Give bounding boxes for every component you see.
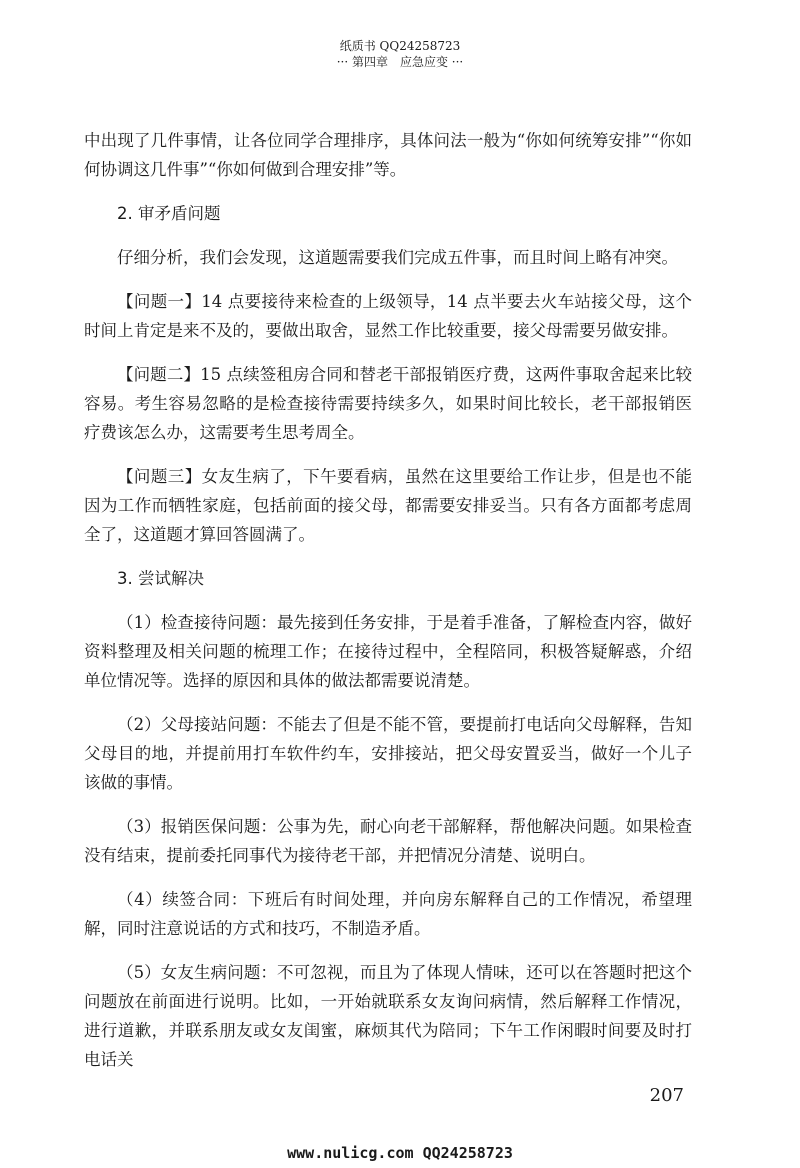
paragraph-continuation: 中出现了几件事情，让各位同学合理排序，具体问法一般为“你如何统筹安排”“你如何协调这几件事”“你如何做到合理安排”等。 (84, 131, 692, 179)
paragraph-solution-3: （3）报销医保问题：公事为先，耐心向老干部解释，帮他解决问题。如果检查没有结束，提前委托同事代为接待老干部，并把情况分清楚、说明白。 (84, 817, 692, 865)
paragraph-problem-2: 【问题二】15 点续签租房合同和替老干部报销医疗费，这两件事取舍起来比较容易。考生容易忽略的是检查接待需要持续多久，如果时间比较长，老干部报销医疗费该怎么办，这需要考生思考周全。 (84, 365, 692, 442)
header-watermark: 纸质书 QQ24258723 (339, 39, 461, 53)
paragraph-solution-2: （2）父母接站问题：不能去了但是不能不管，要提前打电话向父母解释，告知父母目的地，并提前用打车软件约车，安排接站，把父母安置妥当，做好一个儿子该做的事情。 (84, 715, 692, 792)
paragraph-solution-1: （1）检查接待问题：最先接到任务安排，于是着手准备，了解检查内容，做好资料整理及相关问题的梳理工作；在接待过程中，全程陪同，积极答疑解惑，介绍单位情况等。选择的原因和具体的做法都需要说清楚。 (84, 613, 692, 690)
running-header-chapter: ··· 第四章 应急应变 ··· (336, 55, 464, 69)
paragraph-problem-1: 【问题一】14 点要接待来检查的上级领导，14 点半要去火车站接父母，这个时间上肯定是来不及的，要做出取舍，显然工作比较重要，接父母需要另做安排。 (84, 292, 692, 340)
paragraph-solution-5: （5）女友生病问题：不可忽视，而且为了体现人情味，还可以在答题时把这个问题放在前面进行说明。比如，一开始就联系女友询问病情，然后解释工作情况，进行道歉，并联系朋友或女友闺蜜，麻烦其代为陪同；下午工作闲暇时间要及时打电话关 (84, 963, 692, 1069)
page-body (84, 126, 692, 1089)
section-heading-2: 2. 审矛盾问题 (117, 204, 221, 223)
paragraph-solution-4: （4）续签合同：下班后有时间处理，并向房东解释自己的工作情况，希望理解，同时注意说话的方式和技巧，不制造矛盾。 (84, 890, 692, 938)
page-number: 207 (649, 1085, 684, 1106)
section-heading-3: 3. 尝试解决 (117, 569, 204, 588)
paragraph: 仔细分析，我们会发现，这道题需要我们完成五件事，而且时间上略有冲突。 (117, 248, 678, 267)
footer-watermark: www.nulicg.com QQ24258723 (287, 1144, 513, 1162)
paragraph-problem-3: 【问题三】女友生病了，下午要看病，虽然在这里要给工作让步，但是也不能因为工作而牺牲家庭，包括前面的接父母，都需要安排妥当。只有各方面都考虑周全了，这道题才算回答圆满了。 (84, 467, 692, 544)
